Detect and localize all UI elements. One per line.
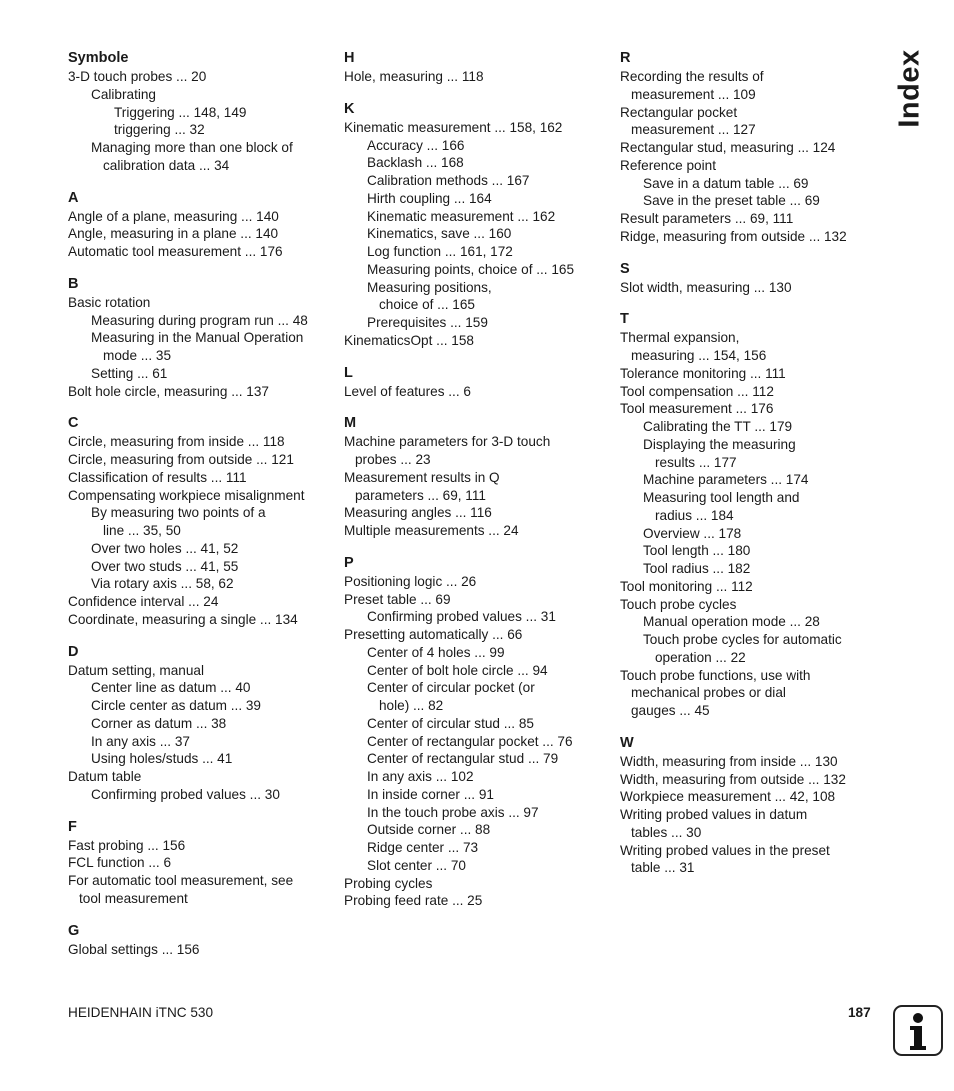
index-entry: Positioning logic ... 26 xyxy=(344,573,477,589)
index-entry: Ridge, measuring from outside ... 132 xyxy=(620,228,847,244)
index-section-heading: P xyxy=(344,554,354,571)
index-entry: Tool monitoring ... 112 xyxy=(620,578,753,594)
index-entry: Managing more than one block of xyxy=(91,140,293,155)
index-entry: radius ... 184 xyxy=(655,507,734,523)
index-entry: Rectangular stud, measuring ... 124 xyxy=(620,140,836,155)
index-entry: Width, measuring from outside ... 132 xyxy=(620,771,846,787)
index-entry: Probing feed rate ... 25 xyxy=(344,893,483,909)
index-entry: measurement ... 109 xyxy=(631,86,756,102)
index-entry: Angle of a plane, measuring ... 140 xyxy=(68,208,279,224)
index-section xyxy=(344,364,606,401)
index-entry: Multiple measurements ... 24 xyxy=(344,523,519,538)
index-entry: Result parameters ... 69, 111 xyxy=(620,211,794,226)
index-entry: Slot center ... 70 xyxy=(367,857,466,873)
index-entry: Datum setting, manual xyxy=(68,662,205,678)
index-section-heading: W xyxy=(620,734,634,751)
index-entry: Tool radius ... 182 xyxy=(643,561,751,576)
index-entry: Measuring tool length and xyxy=(643,490,800,505)
index-entry: Machine parameters for 3-D touch xyxy=(344,434,551,450)
index-entry: Over two holes ... 41, 52 xyxy=(91,540,239,556)
index-entry: Bolt hole circle, measuring ... 137 xyxy=(68,383,269,399)
index-entry: Circle center as datum ... 39 xyxy=(91,698,261,713)
index-entry: Circle, measuring from inside ... 118 xyxy=(68,434,285,450)
footer-manual-title: HEIDENHAIN iTNC 530 xyxy=(68,1005,214,1020)
index-entry: Basic rotation xyxy=(68,294,151,310)
index-entry: Angle, measuring in a plane ... 140 xyxy=(68,226,279,242)
index-entry: results ... 177 xyxy=(655,454,737,470)
index-entry: Hirth coupling ... 164 xyxy=(367,190,492,206)
index-entry: Outside corner ... 88 xyxy=(367,822,491,838)
index-entry: Manual operation mode ... 28 xyxy=(643,614,820,630)
index-section-heading: A xyxy=(68,189,79,206)
index-entry: Triggering ... 148, 149 xyxy=(114,104,247,120)
index-entry: Measuring in the Manual Operation xyxy=(91,330,304,346)
index-entry: Tool measurement ... 176 xyxy=(620,401,774,417)
index-entry: Center of circular pocket (or xyxy=(367,680,535,696)
index-entry: Compensating workpiece misalignment xyxy=(68,487,305,503)
index-entry: calibration data ... 34 xyxy=(103,157,230,173)
index-entry: gauges ... 45 xyxy=(631,703,710,718)
index-entry: Calibration methods ... 167 xyxy=(367,173,530,188)
index-entry: Center of rectangular pocket ... 76 xyxy=(367,733,573,749)
index-section xyxy=(68,49,330,175)
index-section-heading: D xyxy=(68,643,79,660)
index-section xyxy=(620,49,882,246)
index-entry: Save in a datum table ... 69 xyxy=(643,175,809,191)
index-section-heading: Symbole xyxy=(68,50,129,66)
index-section-heading: K xyxy=(344,100,355,117)
index-entry: Hole, measuring ... 118 xyxy=(344,69,484,84)
index-entry: Tolerance monitoring ... 111 xyxy=(620,365,786,381)
index-section xyxy=(344,49,606,86)
index-entry: Prerequisites ... 159 xyxy=(367,315,488,330)
index-entry: Center line as datum ... 40 xyxy=(91,680,251,696)
index-entry: Tool length ... 180 xyxy=(643,543,751,559)
index-entry: tables ... 30 xyxy=(631,824,702,840)
index-entry: Kinematic measurement ... 162 xyxy=(367,208,556,224)
index-entry: Width, measuring from inside ... 130 xyxy=(620,753,838,769)
index-entry: Touch probe cycles for automatic xyxy=(643,632,842,647)
index-entry: operation ... 22 xyxy=(655,649,746,665)
index-entry: Overview ... 178 xyxy=(643,525,742,541)
index-entry: Measuring angles ... 116 xyxy=(344,505,492,521)
index-entry: Writing probed values in datum xyxy=(620,807,808,822)
index-entry: Via rotary axis ... 58, 62 xyxy=(91,576,234,592)
index-entry: probes ... 23 xyxy=(355,452,431,467)
index-section xyxy=(68,275,330,401)
index-entry: Tool compensation ... 112 xyxy=(620,383,774,399)
index-section xyxy=(344,100,606,350)
index-entry: Kinematics, save ... 160 xyxy=(367,226,512,242)
index-entry: Reference point xyxy=(620,157,716,173)
index-entry: Presetting automatically ... 66 xyxy=(344,627,523,642)
index-section-heading: G xyxy=(68,922,80,939)
index-entry: Level of features ... 6 xyxy=(344,383,471,399)
index-section xyxy=(68,189,330,261)
index-entry: Displaying the measuring xyxy=(643,436,796,452)
index-entry: Preset table ... 69 xyxy=(344,591,451,607)
index-entry: triggering ... 32 xyxy=(114,122,205,138)
index-entry: Touch probe functions, use with xyxy=(620,667,811,683)
index-entry: Automatic tool measurement ... 176 xyxy=(68,244,283,259)
index-entry: Setting ... 61 xyxy=(91,365,168,381)
index-entry: Center of 4 holes ... 99 xyxy=(367,644,505,660)
index-entry: choice of ... 165 xyxy=(379,297,475,313)
index-entry: Thermal expansion, xyxy=(620,330,740,346)
index-column-2 xyxy=(344,49,606,924)
index-entry: In inside corner ... 91 xyxy=(367,786,494,802)
index-section xyxy=(344,554,606,910)
index-entry: Measurement results in Q xyxy=(344,469,500,485)
page-number: 187 xyxy=(848,1005,871,1020)
index-section xyxy=(68,414,330,628)
index-entry: Center of bolt hole circle ... 94 xyxy=(367,662,548,678)
index-entry: mechanical probes or dial xyxy=(631,685,786,701)
index-section-heading: B xyxy=(68,275,79,292)
index-section-heading: M xyxy=(344,415,357,432)
info-icon xyxy=(893,1005,943,1056)
index-entry: Rectangular pocket xyxy=(620,104,738,120)
index-entry: Accuracy ... 166 xyxy=(367,137,465,153)
index-entry: Center of rectangular stud ... 79 xyxy=(367,751,559,767)
index-entry: Measuring during program run ... 48 xyxy=(91,312,308,328)
index-entry: In the touch probe axis ... 97 xyxy=(367,804,539,820)
index-section-heading: R xyxy=(620,50,631,66)
index-entry: Touch probe cycles xyxy=(620,596,737,612)
index-entry: hole) ... 82 xyxy=(379,698,444,713)
index-entry: Calibrating the TT ... 179 xyxy=(643,419,793,434)
index-entry: Measuring points, choice of ... 165 xyxy=(367,261,575,277)
index-section-heading: S xyxy=(620,260,630,277)
index-entry: Slot width, measuring ... 130 xyxy=(620,279,792,295)
index-column-1 xyxy=(68,49,330,972)
index-entry: FCL function ... 6 xyxy=(68,855,172,871)
index-entry: Recording the results of xyxy=(620,69,764,84)
index-column-3 xyxy=(620,49,882,891)
index-entry: Datum table xyxy=(68,769,142,784)
index-entry: Workpiece measurement ... 42, 108 xyxy=(620,789,836,805)
index-entry: Classification of results ... 111 xyxy=(68,469,247,485)
index-entry: line ... 35, 50 xyxy=(103,523,181,538)
index-entry: Probing cycles xyxy=(344,875,433,891)
index-section xyxy=(68,643,330,804)
index-entry: Save in the preset table ... 69 xyxy=(643,193,820,209)
index-section-heading: F xyxy=(68,818,77,835)
index-section xyxy=(620,734,882,877)
index-section-heading: L xyxy=(344,364,353,381)
index-entry: Confidence interval ... 24 xyxy=(68,594,219,609)
index-section xyxy=(620,310,882,720)
index-entry: In any axis ... 102 xyxy=(367,769,474,784)
index-entry: Circle, measuring from outside ... 121 xyxy=(68,452,294,467)
side-title-text: Index xyxy=(893,48,926,128)
section-side-title xyxy=(893,48,927,128)
index-entry: Log function ... 161, 172 xyxy=(367,244,513,259)
index-entry: In any axis ... 37 xyxy=(91,733,190,749)
index-section xyxy=(620,260,882,297)
index-entry: Coordinate, measuring a single ... 134 xyxy=(68,611,298,627)
index-entry: Fast probing ... 156 xyxy=(68,837,186,853)
index-entry: Center of circular stud ... 85 xyxy=(367,715,534,731)
index-entry: mode ... 35 xyxy=(103,348,172,363)
index-section xyxy=(68,818,330,908)
index-entry: KinematicsOpt ... 158 xyxy=(344,332,474,348)
index-entry: Calibrating xyxy=(91,86,156,102)
index-entry: Measuring positions, xyxy=(367,279,492,295)
index-entry: Machine parameters ... 174 xyxy=(643,472,809,488)
index-section-heading: C xyxy=(68,415,79,432)
index-entry: table ... 31 xyxy=(631,860,695,876)
index-entry: Confirming probed values ... 30 xyxy=(91,786,280,802)
index-entry: Backlash ... 168 xyxy=(367,155,464,171)
index-section xyxy=(344,414,606,540)
index-section-heading: H xyxy=(344,50,355,66)
index-entry: Global settings ... 156 xyxy=(68,941,200,957)
index-entry: For automatic tool measurement, see xyxy=(68,873,294,888)
index-section-heading: T xyxy=(620,311,629,328)
index-entry: tool measurement xyxy=(79,890,188,906)
index-entry: 3-D touch probes ... 20 xyxy=(68,69,207,84)
index-entry: measurement ... 127 xyxy=(631,122,756,138)
index-entry: Confirming probed values ... 31 xyxy=(367,609,556,625)
index-entry: Over two studs ... 41, 55 xyxy=(91,558,239,574)
index-entry: Kinematic measurement ... 158, 162 xyxy=(344,119,563,135)
index-entry: Writing probed values in the preset xyxy=(620,842,830,858)
index-entry: Using holes/studs ... 41 xyxy=(91,751,233,767)
index-entry: measuring ... 154, 156 xyxy=(631,348,767,363)
index-entry: Corner as datum ... 38 xyxy=(91,715,227,731)
index-entry: By measuring two points of a xyxy=(91,505,266,521)
index-section xyxy=(68,922,330,959)
index-entry: Ridge center ... 73 xyxy=(367,840,479,855)
index-entry: parameters ... 69, 111 xyxy=(355,487,486,503)
